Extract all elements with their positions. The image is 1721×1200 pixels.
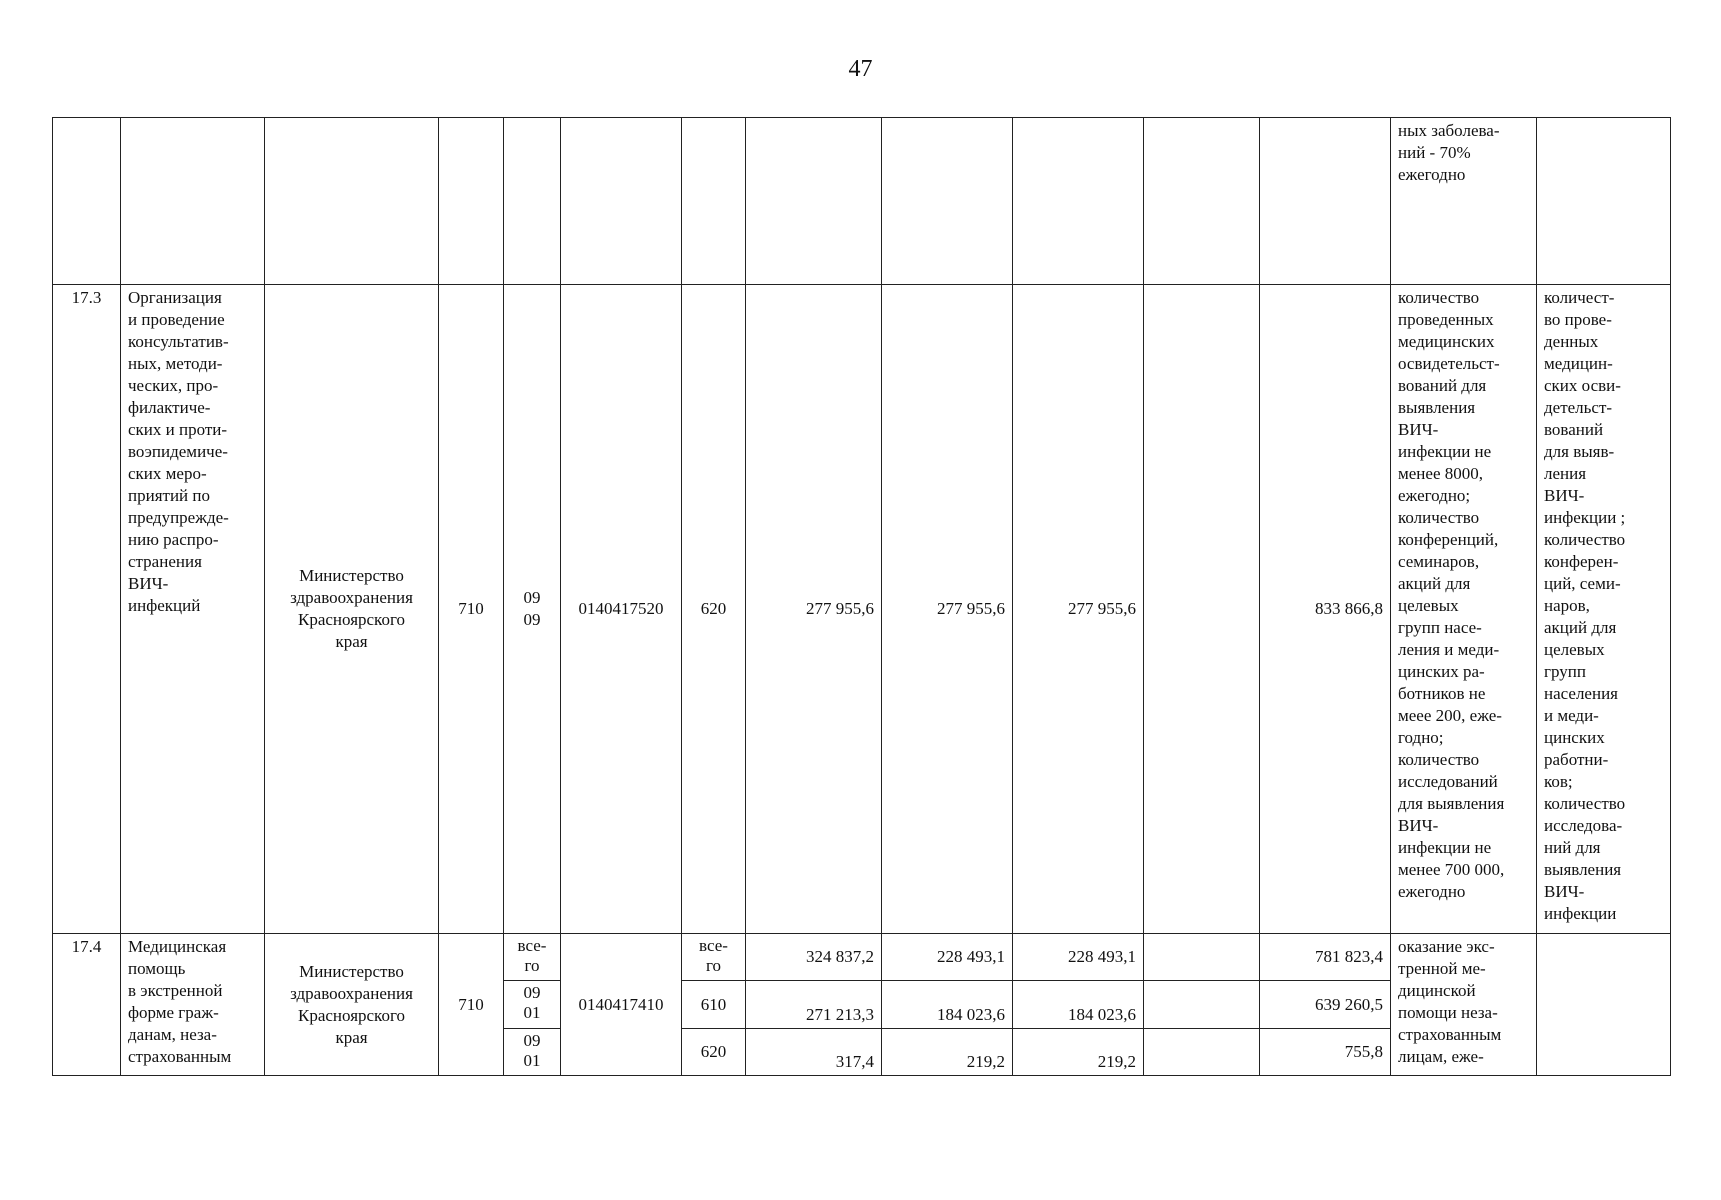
cell-rzpr: все- го [504, 934, 561, 981]
cell-rzpr: 09 09 [504, 285, 561, 934]
cell-indicator: ных заболева- ний - 70% ежегодно [1391, 118, 1537, 285]
cell-result: количест- во прове- денных медицин- ских осви- детельст- вований для выяв- ления ВИЧ- инфекции ; количество конферен- ций, семи- наров, акций для целевых групп населения и меди- цинских работни- ков; количество исследова- ний для выявления ВИЧ- инфекции [1537, 285, 1671, 934]
cell-num [53, 118, 121, 285]
cell-year3: 228 493,1 [1013, 934, 1144, 981]
cell-ministry: Министерство здравоохранения Красноярского края [265, 285, 439, 934]
cell-vr [682, 118, 746, 285]
cell-csr: 0140417520 [561, 285, 682, 934]
cell-total [1260, 118, 1391, 285]
cell-num: 17.4 [53, 934, 121, 1076]
cell-indicator: оказание экс- тренной ме- дицинской помощи неза- страхованным лицам, еже- [1391, 934, 1537, 1076]
cell-year1: 317,4 [746, 1029, 882, 1076]
cell-year4 [1144, 934, 1260, 981]
cell-total: 833 866,8 [1260, 285, 1391, 934]
table-row-17-3 [53, 285, 1671, 934]
cell-grbs: 710 [439, 934, 504, 1076]
cell-year3: 184 023,6 [1013, 981, 1144, 1029]
cell-year2: 219,2 [882, 1029, 1013, 1076]
cell-rzpr: 09 01 [504, 981, 561, 1029]
cell-grbs [439, 118, 504, 285]
cell-name: Организация и проведение консультатив- ных, методи- ческих, про- филактиче- ских и проти- воэпидемиче- ских меро- приятий по предупрежде- нию распро- странения ВИЧ- инфекций [121, 285, 265, 934]
cell-ministry [265, 118, 439, 285]
table-row-continuation [53, 118, 1671, 285]
cell-year3: 219,2 [1013, 1029, 1144, 1076]
cell-num: 17.3 [53, 285, 121, 934]
cell-indicator: количество проведенных медицинских освидетельст- вований для выявления ВИЧ- инфекции не менее 8000, ежегодно; количество конференций, семинаров, акций для целевых групп насе- ления и меди- цинских ра- ботников не меее 200, еже- годно; количество исследований для выявления ВИЧ- инфекции не менее 700 000, ежегодно [1391, 285, 1537, 934]
cell-year2 [882, 118, 1013, 285]
cell-year1 [746, 118, 882, 285]
cell-name [121, 118, 265, 285]
cell-csr: 0140417410 [561, 934, 682, 1076]
cell-year3 [1013, 118, 1144, 285]
cell-vr: 620 [682, 285, 746, 934]
cell-grbs: 710 [439, 285, 504, 934]
cell-year1: 271 213,3 [746, 981, 882, 1029]
cell-year2: 277 955,6 [882, 285, 1013, 934]
cell-year4 [1144, 981, 1260, 1029]
cell-year1: 277 955,6 [746, 285, 882, 934]
cell-rzpr [504, 118, 561, 285]
cell-vr: 620 [682, 1029, 746, 1076]
cell-name: Медицинская помощь в экстренной форме граж- данам, неза- страхованным [121, 934, 265, 1076]
cell-vr: все- го [682, 934, 746, 981]
cell-vr: 610 [682, 981, 746, 1029]
cell-year3: 277 955,6 [1013, 285, 1144, 934]
cell-total: 755,8 [1260, 1029, 1391, 1076]
cell-year4 [1144, 1029, 1260, 1076]
cell-total: 781 823,4 [1260, 934, 1391, 981]
program-measures-table [52, 117, 1671, 1076]
cell-year2: 228 493,1 [882, 934, 1013, 981]
cell-year2: 184 023,6 [882, 981, 1013, 1029]
cell-rzpr: 09 01 [504, 1029, 561, 1076]
cell-result [1537, 934, 1671, 1076]
table-row-17-4-total [53, 934, 1671, 981]
cell-result [1537, 118, 1671, 285]
cell-year4 [1144, 118, 1260, 285]
cell-ministry: Министерство здравоохранения Красноярского края [265, 934, 439, 1076]
cell-year1: 324 837,2 [746, 934, 882, 981]
cell-total: 639 260,5 [1260, 981, 1391, 1029]
page-number: 47 [848, 56, 873, 82]
cell-csr [561, 118, 682, 285]
cell-year4 [1144, 285, 1260, 934]
